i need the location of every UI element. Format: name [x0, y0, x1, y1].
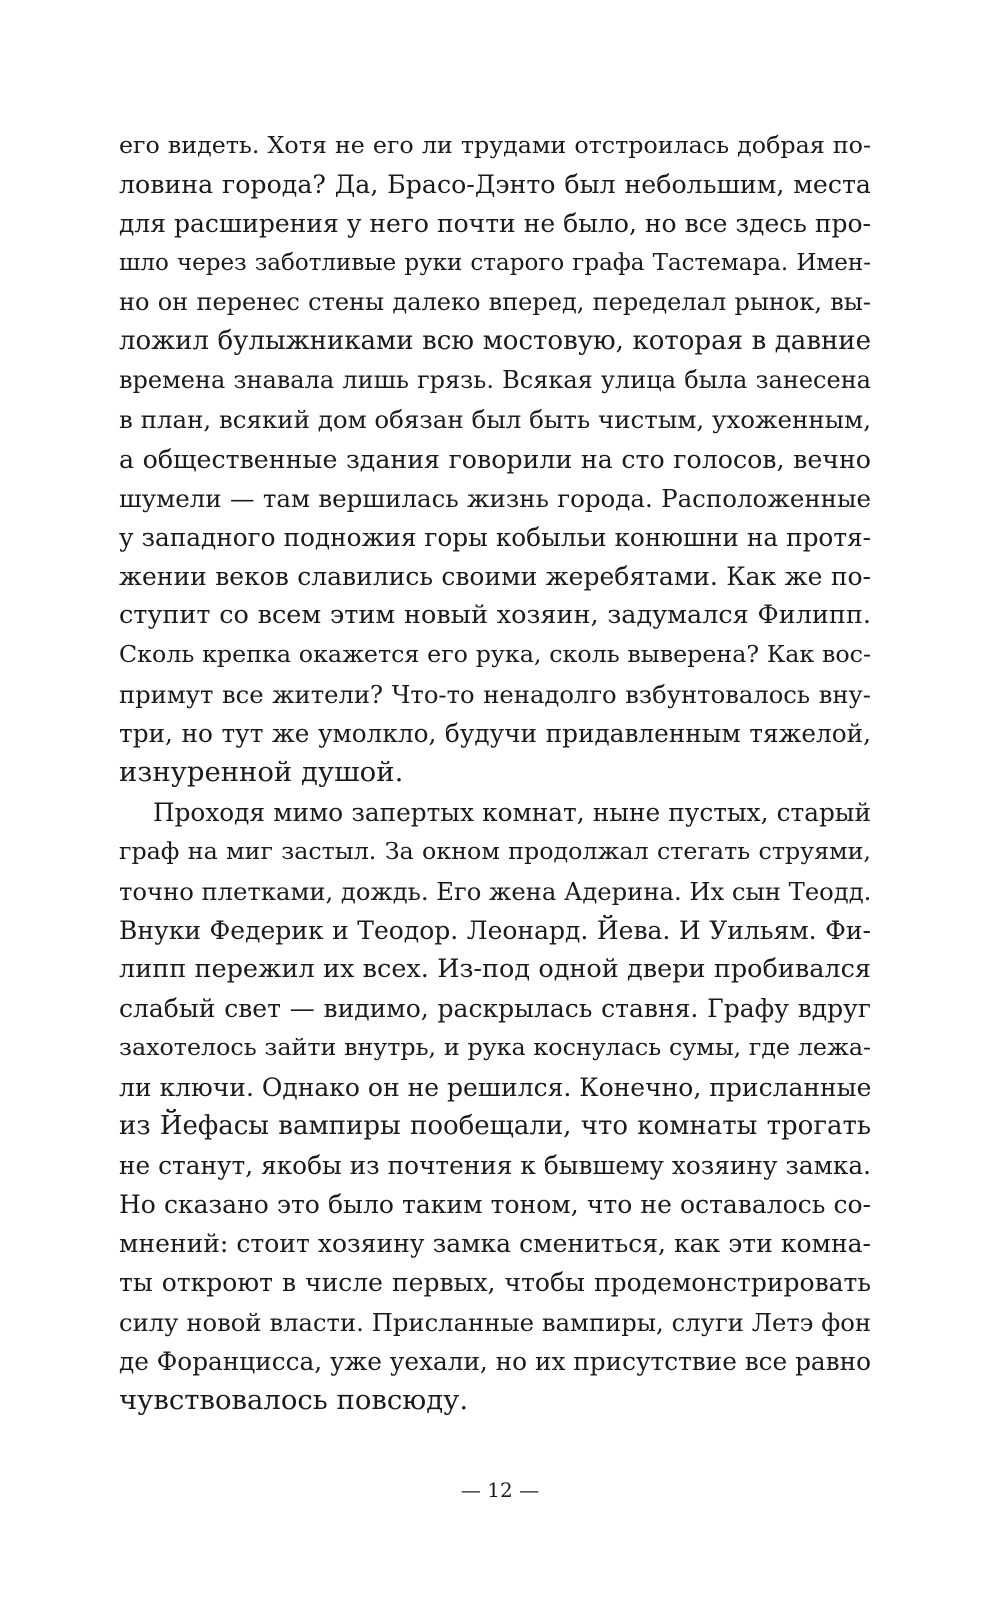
text-line: но он перенес стены далеко вперед, переделал рынок, вы-	[119, 287, 871, 316]
text-line: чувствовалось повсюду.	[119, 1384, 469, 1416]
text-line: ступит со всем этим новый хозяин, задумался Филипп.	[119, 600, 871, 631]
text-line: времена знавала лишь грязь. Всякая улица была занесена	[119, 366, 871, 395]
text-line: его видеть. Хотя не его ли трудами отстроилась добрая по-	[119, 131, 871, 159]
text-line: ты откроют в числе первых, чтобы продемонстрировать	[119, 1268, 871, 1298]
text-line: из Йефасы вампиры пообещали, что комнаты трогать	[119, 1110, 871, 1141]
text-line: слабый свет — видимо, раскрылась ставня. Графу вдруг	[119, 994, 871, 1024]
text-line: ли ключи. Однако он не решился. Конечно, присланные	[119, 1072, 871, 1102]
text-line: шло через заботливые руки старого графа Тастемара. Имен-	[119, 249, 871, 276]
text-line: Сколь крепка окажется его рука, сколь выверена? Как вос-	[119, 640, 871, 669]
text-line: силу новой власти. Присланные вампиры, слуги Летэ фон	[119, 1307, 871, 1337]
paragraph	[119, 793, 871, 1420]
paragraph	[119, 126, 871, 792]
text-line: Проходя мимо запертых комнат, ныне пустых, старый	[153, 798, 871, 828]
text-line: а общественные здания говорили на сто голосов, вечно	[119, 444, 871, 474]
text-line: Внуки Федерик и Теодор. Леонард. Йева. И Уильям. Фи-	[119, 915, 871, 945]
page-number: — 12 —	[460, 1478, 540, 1502]
text-line: граф на миг застыл. За окном продолжал стегать струями,	[119, 837, 871, 866]
text-line: не станут, якобы из почтения к бывшему хозяину замка.	[119, 1150, 871, 1180]
text-line: ловина города? Да, Брасо-Дэнто был небольшим, места	[119, 170, 871, 200]
text-line: Но сказано это было таким тоном, что не оставалось со-	[119, 1190, 871, 1220]
text-line: захотелось зайти внутрь, и рука коснулась сумы, где лежа-	[119, 1033, 871, 1062]
text-line: у западного подножия горы кобыльи конюшни на протя-	[119, 522, 871, 552]
text-line: для расширения у него почти не было, но все здесь про-	[119, 209, 871, 239]
text-line: точно плетками, дождь. Его жена Адерина. Их сын Теодд.	[119, 876, 871, 906]
text-line: изнуренной душой.	[119, 756, 404, 788]
text-line: де Форанцисса, уже уехали, но их присутствие все равно	[119, 1346, 871, 1376]
text-line: мнений: стоит хозяину замка смениться, как эти комна-	[119, 1229, 871, 1259]
text-line: в план, всякий дом обязан был быть чистым, ухоженным,	[119, 405, 871, 435]
text-line: шумели — там вершилась жизнь города. Расположенные	[119, 483, 871, 513]
text-line: липп пережил их всех. Из-под одной двери пробивался	[119, 953, 871, 984]
text-line: ложил булыжниками всю мостовую, которая в давние	[119, 325, 871, 356]
body-text	[119, 126, 871, 1420]
text-line: жении веков славились своими жеребятами. Как же по-	[119, 562, 871, 592]
text-line: три, но тут же умолкло, будучи придавленным тяжелой,	[119, 718, 871, 748]
text-line: примут все жители? Что-то ненадолго взбунтовалось вну-	[119, 679, 871, 709]
